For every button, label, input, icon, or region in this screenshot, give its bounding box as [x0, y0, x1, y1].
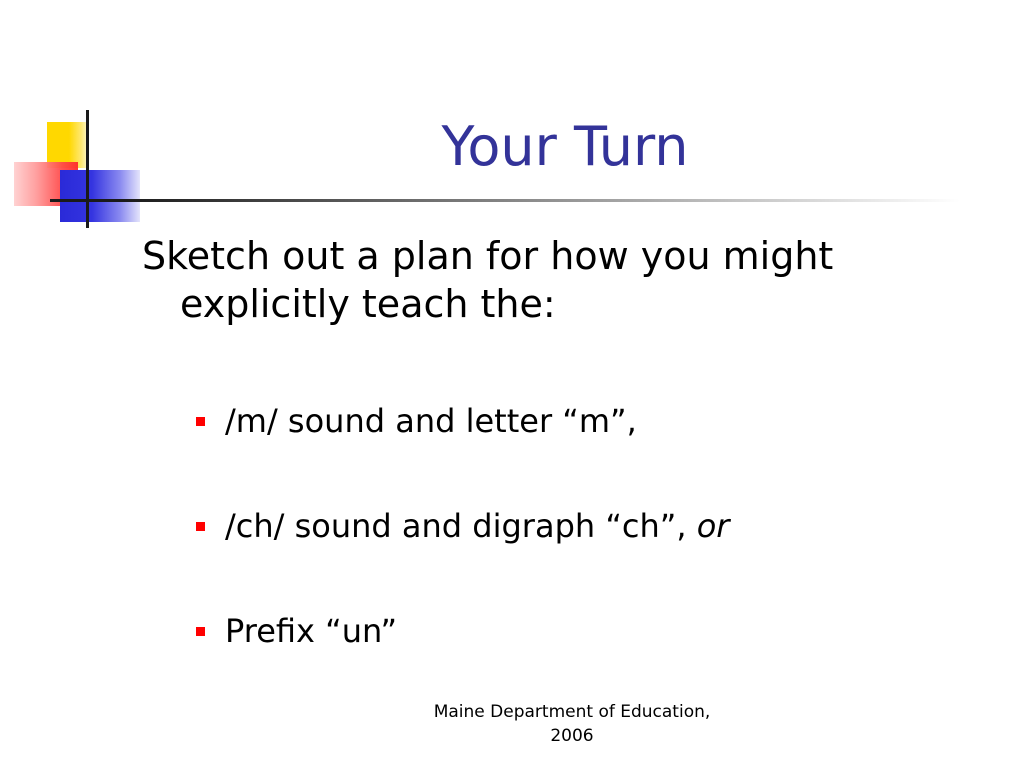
footer-line-organization: Maine Department of Education, [433, 702, 711, 722]
bullet-emphasis-text: or [696, 507, 730, 545]
bullet-square-icon [196, 417, 205, 426]
bullet-square-icon [196, 522, 205, 531]
blue-square-icon [60, 170, 140, 222]
slide-body-text: Sketch out a plan for how you might explicitly teach the: [142, 234, 834, 326]
bullet-item [196, 399, 637, 443]
bullet-text: /ch/ sound and digraph “ch”, [225, 507, 697, 545]
bullet-item [196, 504, 729, 548]
footer-line-year: 2006 [550, 726, 594, 746]
decorative-logo-squares [0, 0, 150, 240]
bullet-item [196, 609, 397, 653]
title-underline-rule [50, 199, 960, 202]
vertical-rule [86, 110, 89, 228]
slide-title: Your Turn [441, 115, 689, 178]
bullet-square-icon [196, 627, 205, 636]
slide-footer [412, 700, 732, 748]
bullet-text: Prefix “un” [225, 612, 398, 650]
bullet-text: /m/ sound and letter “m”, [225, 402, 637, 440]
